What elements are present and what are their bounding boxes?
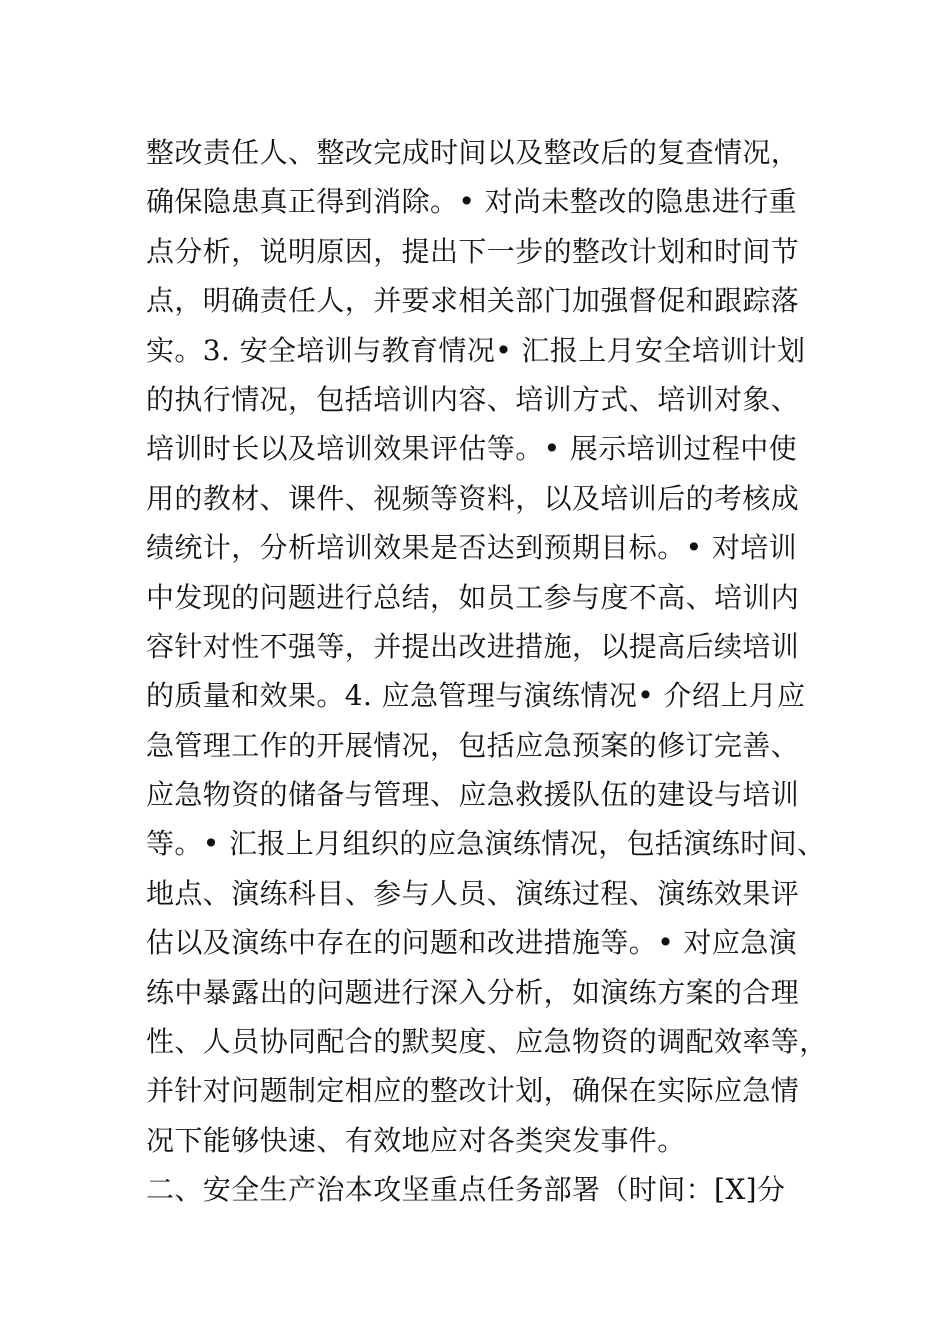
text-line: 况下能够快速、有效地应对各类突发事件。 xyxy=(146,1123,686,1157)
section-heading: 二、安全生产治本攻坚重点任务部署（时间：[X]分 xyxy=(146,1173,786,1207)
text-line: 并针对问题制定相应的整改计划，确保在实际应急情 xyxy=(146,1074,800,1108)
text-line: 等。• 汇报上月组织的应急演练情况，包括演练时间、 xyxy=(146,827,826,861)
text-line: 的执行情况，包括培训内容、培训方式、培训对象、 xyxy=(146,382,800,416)
text-line: 培训时长以及培训效果评估等。• 展示培训过程中使 xyxy=(146,432,798,466)
text-line: 整改责任人、整改完成时间以及整改后的复查情况， xyxy=(146,136,800,169)
text-line: 实。3. 安全培训与教育情况• 汇报上月安全培训计划 xyxy=(146,333,806,367)
text-line: 估以及演练中存在的问题和改进措施等。• 对应急演 xyxy=(146,926,798,960)
text-line: 容针对性不强等，并提出改进措施，以提高后续培训 xyxy=(146,629,800,663)
text-line: 地点、演练科目、参与人员、演练过程、演练效果评 xyxy=(146,876,800,910)
text-line: 急管理工作的开展情况，包括应急预案的修订完善、 xyxy=(146,728,800,762)
text-line: 用的教材、课件、视频等资料，以及培训后的考核成 xyxy=(146,481,800,515)
text-line: 绩统计，分析培训效果是否达到预期目标。• 对培训 xyxy=(146,531,798,565)
text-line: 点，明确责任人，并要求相关部门加强督促和跟踪落 xyxy=(146,284,800,318)
text-line: 确保隐患真正得到消除。• 对尚未整改的隐患进行重 xyxy=(146,185,798,219)
text-line: 中发现的问题进行总结，如员工参与度不高、培训内 xyxy=(146,580,800,614)
document-body xyxy=(146,128,828,1215)
text-line: 应急物资的储备与管理、应急救援队伍的建设与培训 xyxy=(146,778,800,812)
text-line: 练中暴露出的问题进行深入分析，如演练方案的合理 xyxy=(146,975,800,1009)
text-line: 性、人员协同配合的默契度、应急物资的调配效率等， xyxy=(146,1025,828,1059)
text-line: 点分析，说明原因，提出下一步的整改计划和时间节 xyxy=(146,234,800,268)
text-line: 的质量和效果。4. 应急管理与演练情况• 介绍上月应 xyxy=(146,679,806,713)
